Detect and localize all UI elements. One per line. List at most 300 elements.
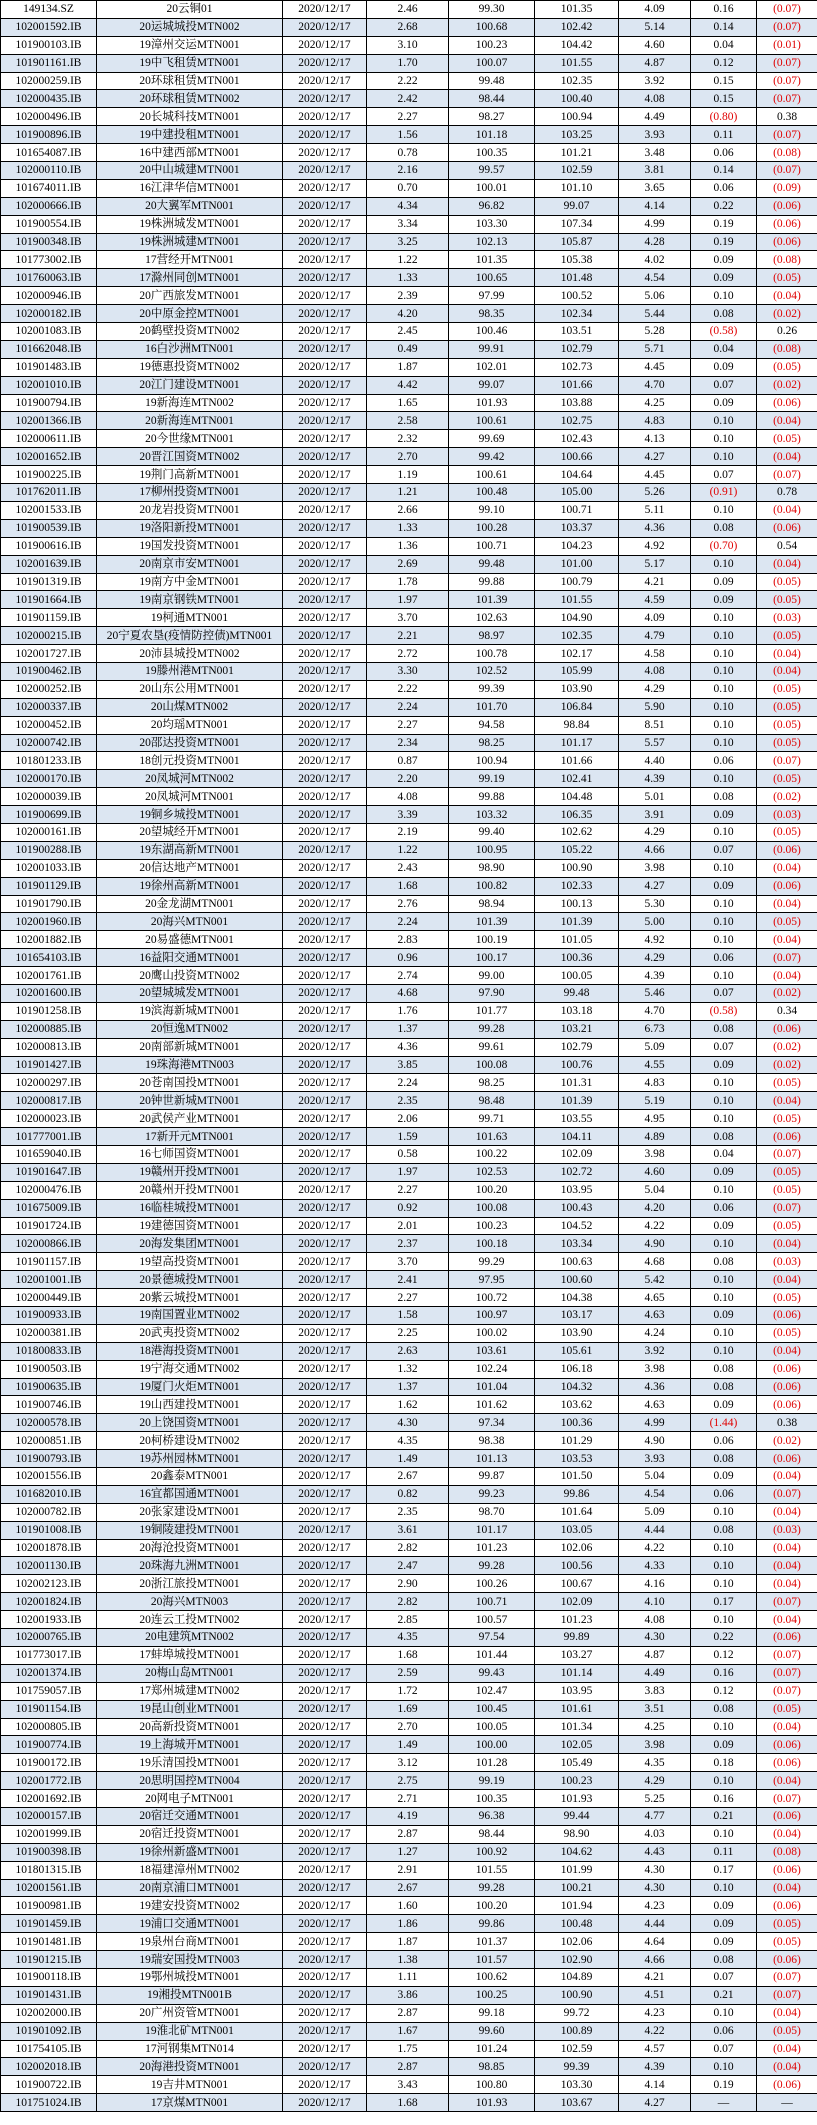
bond-name-cell: 20邵达投资MTN001 bbox=[97, 734, 283, 752]
spread-change-cell: 0.09 bbox=[691, 1396, 757, 1414]
spread-change-cell: 0.08 bbox=[691, 519, 757, 537]
yield-cell: 4.45 bbox=[619, 466, 691, 484]
full-price-cell: 101.05 bbox=[535, 931, 619, 949]
full-price-cell: 101.50 bbox=[535, 1468, 619, 1486]
bond-code-cell: 102000452.IB bbox=[1, 716, 97, 734]
remaining-term-cell: 2.06 bbox=[367, 1110, 449, 1128]
table-row bbox=[1, 376, 817, 394]
remaining-term-cell: 2.45 bbox=[367, 323, 449, 341]
spread-change-cell: 0.08 bbox=[691, 1521, 757, 1539]
bond-name-cell: 16中建西部MTN001 bbox=[97, 144, 283, 162]
spread-change-cell: 0.10 bbox=[691, 1539, 757, 1557]
bond-code-cell: 101900225.IB bbox=[1, 466, 97, 484]
full-price-cell: 100.52 bbox=[535, 287, 619, 305]
full-price-cell: 102.35 bbox=[535, 72, 619, 90]
price-change-cell: (0.05) bbox=[757, 1915, 817, 1933]
net-price-cell: 99.88 bbox=[449, 788, 535, 806]
bond-name-cell: 16益阳交通MTN001 bbox=[97, 949, 283, 967]
remaining-term-cell: 3.86 bbox=[367, 1986, 449, 2004]
remaining-term-cell: 2.01 bbox=[367, 1217, 449, 1235]
table-row bbox=[1, 233, 817, 251]
spread-change-cell: 0.06 bbox=[691, 752, 757, 770]
full-price-cell: 102.41 bbox=[535, 770, 619, 788]
full-price-cell: 99.72 bbox=[535, 2004, 619, 2022]
bond-code-cell: 101901319.IB bbox=[1, 573, 97, 591]
net-price-cell: 101.35 bbox=[449, 251, 535, 269]
bond-code-cell: 102001083.IB bbox=[1, 323, 97, 341]
valuation-date-cell: 2020/12/17 bbox=[283, 1879, 367, 1897]
bond-name-cell: 19中飞租赁MTN001 bbox=[97, 54, 283, 72]
bond-name-cell: 19淮北矿MTN001 bbox=[97, 2022, 283, 2040]
price-change-cell: (0.05) bbox=[757, 591, 817, 609]
bond-code-cell: 102000259.IB bbox=[1, 72, 97, 90]
bond-code-cell: 102002018.IB bbox=[1, 2058, 97, 2076]
bond-code-cell: 101900699.IB bbox=[1, 806, 97, 824]
table-row bbox=[1, 1, 817, 19]
valuation-date-cell: 2020/12/17 bbox=[283, 126, 367, 144]
full-price-cell: 101.55 bbox=[535, 54, 619, 72]
valuation-date-cell: 2020/12/17 bbox=[283, 1736, 367, 1754]
bond-code-cell: 102000170.IB bbox=[1, 770, 97, 788]
full-price-cell: 100.79 bbox=[535, 573, 619, 591]
table-row bbox=[1, 2094, 817, 2112]
bond-code-cell: 101801315.IB bbox=[1, 1861, 97, 1879]
bond-name-cell: 20鹤壁投资MTN002 bbox=[97, 323, 283, 341]
table-row bbox=[1, 1664, 817, 1682]
bond-name-cell: 16临桂城投MTN001 bbox=[97, 1199, 283, 1217]
bond-code-cell: 101901008.IB bbox=[1, 1521, 97, 1539]
yield-cell: 3.91 bbox=[619, 806, 691, 824]
bond-name-cell: 19株洲城发MTN001 bbox=[97, 215, 283, 233]
full-price-cell: 102.72 bbox=[535, 1163, 619, 1181]
full-price-cell: 100.56 bbox=[535, 1557, 619, 1575]
spread-change-cell: 0.10 bbox=[691, 770, 757, 788]
bond-code-cell: 102000765.IB bbox=[1, 1629, 97, 1647]
net-price-cell: 100.92 bbox=[449, 1843, 535, 1861]
net-price-cell: 100.22 bbox=[449, 1146, 535, 1164]
spread-change-cell: 0.19 bbox=[691, 215, 757, 233]
remaining-term-cell: 1.21 bbox=[367, 484, 449, 502]
yield-cell: 4.27 bbox=[619, 877, 691, 895]
net-price-cell: 99.43 bbox=[449, 1664, 535, 1682]
valuation-date-cell: 2020/12/17 bbox=[283, 1968, 367, 1986]
full-price-cell: 107.34 bbox=[535, 215, 619, 233]
spread-change-cell: 0.09 bbox=[691, 806, 757, 824]
full-price-cell: 99.86 bbox=[535, 1485, 619, 1503]
net-price-cell: 99.91 bbox=[449, 340, 535, 358]
bond-code-cell: 101901258.IB bbox=[1, 1002, 97, 1020]
valuation-date-cell: 2020/12/17 bbox=[283, 1825, 367, 1843]
full-price-cell: 104.90 bbox=[535, 609, 619, 627]
table-row bbox=[1, 1807, 817, 1825]
bond-code-cell: 101760063.IB bbox=[1, 269, 97, 287]
net-price-cell: 101.44 bbox=[449, 1646, 535, 1664]
remaining-term-cell: 4.68 bbox=[367, 984, 449, 1002]
table-row bbox=[1, 1163, 817, 1181]
yield-cell: 4.87 bbox=[619, 54, 691, 72]
price-change-cell: (0.06) bbox=[757, 1128, 817, 1146]
valuation-date-cell: 2020/12/17 bbox=[283, 645, 367, 663]
net-price-cell: 99.07 bbox=[449, 376, 535, 394]
yield-cell: 4.21 bbox=[619, 1968, 691, 1986]
bond-code-cell: 102000161.IB bbox=[1, 823, 97, 841]
bond-name-cell: 19厦门火炬MTN001 bbox=[97, 1378, 283, 1396]
bond-name-cell: 20中原金控MTN001 bbox=[97, 305, 283, 323]
spread-change-cell: 0.09 bbox=[691, 1897, 757, 1915]
valuation-date-cell: 2020/12/17 bbox=[283, 1378, 367, 1396]
remaining-term-cell: 1.36 bbox=[367, 537, 449, 555]
spread-change-cell: (0.58) bbox=[691, 323, 757, 341]
spread-change-cell: 0.19 bbox=[691, 233, 757, 251]
remaining-term-cell: 0.58 bbox=[367, 1146, 449, 1164]
price-change-cell: (0.03) bbox=[757, 1253, 817, 1271]
bond-name-cell: 17蚌埠城投MTN001 bbox=[97, 1646, 283, 1664]
table-row bbox=[1, 1986, 817, 2004]
net-price-cell: 100.62 bbox=[449, 1968, 535, 1986]
valuation-date-cell: 2020/12/17 bbox=[283, 734, 367, 752]
spread-change-cell: 0.10 bbox=[691, 2058, 757, 2076]
valuation-date-cell: 2020/12/17 bbox=[283, 573, 367, 591]
bond-code-cell: 102000215.IB bbox=[1, 627, 97, 645]
bond-name-cell: 20新海连MTN001 bbox=[97, 412, 283, 430]
table-row bbox=[1, 287, 817, 305]
bond-name-cell: 20大翼军MTN001 bbox=[97, 197, 283, 215]
valuation-date-cell: 2020/12/17 bbox=[283, 197, 367, 215]
valuation-date-cell: 2020/12/17 bbox=[283, 1575, 367, 1593]
valuation-date-cell: 2020/12/17 bbox=[283, 1986, 367, 2004]
valuation-date-cell: 2020/12/17 bbox=[283, 448, 367, 466]
yield-cell: 4.35 bbox=[619, 1754, 691, 1772]
valuation-date-cell: 2020/12/17 bbox=[283, 2004, 367, 2022]
net-price-cell: 102.47 bbox=[449, 1682, 535, 1700]
spread-change-cell: 0.10 bbox=[691, 1342, 757, 1360]
valuation-date-cell: 2020/12/17 bbox=[283, 1539, 367, 1557]
bond-code-cell: 101800833.IB bbox=[1, 1342, 97, 1360]
table-row bbox=[1, 1414, 817, 1432]
valuation-date-cell: 2020/12/17 bbox=[283, 2022, 367, 2040]
price-change-cell: (0.05) bbox=[757, 1217, 817, 1235]
net-price-cell: 97.99 bbox=[449, 287, 535, 305]
spread-change-cell: 0.11 bbox=[691, 1843, 757, 1861]
net-price-cell: 98.25 bbox=[449, 734, 535, 752]
net-price-cell: 98.48 bbox=[449, 1092, 535, 1110]
price-change-cell: (0.03) bbox=[757, 806, 817, 824]
price-change-cell: (0.04) bbox=[757, 967, 817, 985]
yield-cell: 3.93 bbox=[619, 126, 691, 144]
remaining-term-cell: 2.72 bbox=[367, 645, 449, 663]
bond-code-cell: 102000449.IB bbox=[1, 1289, 97, 1307]
bond-name-cell: 20海兴MTN001 bbox=[97, 913, 283, 931]
price-change-cell: (0.06) bbox=[757, 2076, 817, 2094]
remaining-term-cell: 2.20 bbox=[367, 770, 449, 788]
yield-cell: 3.81 bbox=[619, 162, 691, 180]
remaining-term-cell: 4.34 bbox=[367, 197, 449, 215]
spread-change-cell: 0.10 bbox=[691, 1324, 757, 1342]
yield-cell: 4.28 bbox=[619, 233, 691, 251]
table-row bbox=[1, 1020, 817, 1038]
bond-name-cell: 20金龙湖MTN001 bbox=[97, 895, 283, 913]
bond-name-cell: 19新海连MTN002 bbox=[97, 394, 283, 412]
spread-change-cell: 0.17 bbox=[691, 1593, 757, 1611]
net-price-cell: 99.00 bbox=[449, 967, 535, 985]
full-price-cell: 106.84 bbox=[535, 698, 619, 716]
price-change-cell: (0.04) bbox=[757, 1468, 817, 1486]
spread-change-cell: 0.07 bbox=[691, 984, 757, 1002]
spread-change-cell: 0.14 bbox=[691, 18, 757, 36]
remaining-term-cell: 0.78 bbox=[367, 144, 449, 162]
price-change-cell: (0.05) bbox=[757, 1289, 817, 1307]
spread-change-cell: 0.09 bbox=[691, 1933, 757, 1951]
table-row bbox=[1, 1235, 817, 1253]
table-row bbox=[1, 1038, 817, 1056]
table-row bbox=[1, 859, 817, 877]
full-price-cell: 102.43 bbox=[535, 430, 619, 448]
spread-change-cell: 0.10 bbox=[691, 716, 757, 734]
net-price-cell: 100.65 bbox=[449, 269, 535, 287]
remaining-term-cell: 2.46 bbox=[367, 1, 449, 19]
bond-code-cell: 101900616.IB bbox=[1, 537, 97, 555]
price-change-cell: (0.04) bbox=[757, 1611, 817, 1629]
table-row bbox=[1, 1217, 817, 1235]
full-price-cell: 100.90 bbox=[535, 1986, 619, 2004]
full-price-cell: 106.18 bbox=[535, 1360, 619, 1378]
valuation-date-cell: 2020/12/17 bbox=[283, 269, 367, 287]
bond-code-cell: 102000023.IB bbox=[1, 1110, 97, 1128]
bond-code-cell: 101900746.IB bbox=[1, 1396, 97, 1414]
bond-code-cell: 102000578.IB bbox=[1, 1414, 97, 1432]
spread-change-cell: 0.06 bbox=[691, 949, 757, 967]
price-change-cell: (0.06) bbox=[757, 1861, 817, 1879]
bond-code-cell: 101901092.IB bbox=[1, 2022, 97, 2040]
table-row bbox=[1, 895, 817, 913]
spread-change-cell: 0.04 bbox=[691, 36, 757, 54]
full-price-cell: 100.23 bbox=[535, 1772, 619, 1790]
spread-change-cell: 0.06 bbox=[691, 144, 757, 162]
table-row bbox=[1, 1146, 817, 1164]
bond-name-cell: 20环球租赁MTN001 bbox=[97, 72, 283, 90]
full-price-cell: 103.34 bbox=[535, 1235, 619, 1253]
yield-cell: 5.44 bbox=[619, 305, 691, 323]
full-price-cell: 102.06 bbox=[535, 1539, 619, 1557]
net-price-cell: 102.01 bbox=[449, 358, 535, 376]
net-price-cell: 100.61 bbox=[449, 466, 535, 484]
spread-change-cell: 0.09 bbox=[691, 591, 757, 609]
table-row bbox=[1, 1629, 817, 1647]
valuation-date-cell: 2020/12/17 bbox=[283, 1843, 367, 1861]
valuation-date-cell: 2020/12/17 bbox=[283, 1056, 367, 1074]
spread-change-cell: 0.08 bbox=[691, 1700, 757, 1718]
table-row bbox=[1, 1324, 817, 1342]
yield-cell: 4.33 bbox=[619, 1557, 691, 1575]
yield-cell: 4.51 bbox=[619, 1986, 691, 2004]
remaining-term-cell: 4.30 bbox=[367, 1414, 449, 1432]
bond-code-cell: 102000946.IB bbox=[1, 287, 97, 305]
valuation-date-cell: 2020/12/17 bbox=[283, 1450, 367, 1468]
full-price-cell: 102.34 bbox=[535, 305, 619, 323]
yield-cell: 4.90 bbox=[619, 1432, 691, 1450]
spread-change-cell: 0.10 bbox=[691, 1879, 757, 1897]
valuation-date-cell: 2020/12/17 bbox=[283, 1146, 367, 1164]
price-change-cell: (0.07) bbox=[757, 54, 817, 72]
full-price-cell: 100.05 bbox=[535, 967, 619, 985]
spread-change-cell: 0.19 bbox=[691, 2076, 757, 2094]
valuation-date-cell: 2020/12/17 bbox=[283, 770, 367, 788]
bond-name-cell: 20中山城建MTN001 bbox=[97, 162, 283, 180]
bond-code-cell: 102001761.IB bbox=[1, 967, 97, 985]
remaining-term-cell: 1.38 bbox=[367, 1951, 449, 1969]
full-price-cell: 101.31 bbox=[535, 1074, 619, 1092]
net-price-cell: 99.48 bbox=[449, 72, 535, 90]
price-change-cell: (0.05) bbox=[757, 1324, 817, 1342]
full-price-cell: 104.62 bbox=[535, 1843, 619, 1861]
price-change-cell: (0.01) bbox=[757, 36, 817, 54]
yield-cell: 5.30 bbox=[619, 895, 691, 913]
valuation-date-cell: 2020/12/17 bbox=[283, 967, 367, 985]
bond-code-cell: 102001374.IB bbox=[1, 1664, 97, 1682]
full-price-cell: 101.93 bbox=[535, 1790, 619, 1808]
net-price-cell: 102.24 bbox=[449, 1360, 535, 1378]
net-price-cell: 99.28 bbox=[449, 1020, 535, 1038]
valuation-date-cell: 2020/12/17 bbox=[283, 1074, 367, 1092]
valuation-date-cell: 2020/12/17 bbox=[283, 358, 367, 376]
full-price-cell: 103.53 bbox=[535, 1450, 619, 1468]
yield-cell: 3.92 bbox=[619, 72, 691, 90]
net-price-cell: 96.38 bbox=[449, 1807, 535, 1825]
table-row bbox=[1, 305, 817, 323]
valuation-date-cell: 2020/12/17 bbox=[283, 788, 367, 806]
full-price-cell: 101.66 bbox=[535, 376, 619, 394]
bond-code-cell: 101900103.IB bbox=[1, 36, 97, 54]
spread-change-cell: 0.10 bbox=[691, 734, 757, 752]
spread-change-cell: 0.06 bbox=[691, 1432, 757, 1450]
yield-cell: 3.65 bbox=[619, 179, 691, 197]
price-change-cell: (0.04) bbox=[757, 931, 817, 949]
yield-cell: 5.14 bbox=[619, 18, 691, 36]
full-price-cell: 102.42 bbox=[535, 18, 619, 36]
net-price-cell: 101.39 bbox=[449, 591, 535, 609]
yield-cell: 5.57 bbox=[619, 734, 691, 752]
spread-change-cell: 0.09 bbox=[691, 1056, 757, 1074]
bond-code-cell: 102001600.IB bbox=[1, 984, 97, 1002]
spread-change-cell: 0.09 bbox=[691, 1468, 757, 1486]
bond-code-cell: 101900896.IB bbox=[1, 126, 97, 144]
valuation-date-cell: 2020/12/17 bbox=[283, 2094, 367, 2112]
full-price-cell: 99.48 bbox=[535, 984, 619, 1002]
bond-name-cell: 19柯通MTN001 bbox=[97, 609, 283, 627]
remaining-term-cell: 3.61 bbox=[367, 1521, 449, 1539]
yield-cell: 4.63 bbox=[619, 1307, 691, 1325]
full-price-cell: 102.90 bbox=[535, 1951, 619, 1969]
bond-name-cell: 19珠海港MTN003 bbox=[97, 1056, 283, 1074]
bond-name-cell: 20鑫泰MTN001 bbox=[97, 1468, 283, 1486]
bond-code-cell: 101900348.IB bbox=[1, 233, 97, 251]
spread-change-cell: 0.10 bbox=[691, 412, 757, 430]
price-change-cell: (0.04) bbox=[757, 2004, 817, 2022]
bond-code-cell: 102002000.IB bbox=[1, 2004, 97, 2022]
net-price-cell: 99.18 bbox=[449, 2004, 535, 2022]
price-change-cell: (0.06) bbox=[757, 841, 817, 859]
table-row bbox=[1, 788, 817, 806]
bond-name-cell: 19德惠投资MTN002 bbox=[97, 358, 283, 376]
price-change-cell: (0.04) bbox=[757, 1772, 817, 1790]
yield-cell: 4.79 bbox=[619, 627, 691, 645]
spread-change-cell: 0.10 bbox=[691, 1557, 757, 1575]
yield-cell: 3.48 bbox=[619, 144, 691, 162]
bond-code-cell: 101901647.IB bbox=[1, 1163, 97, 1181]
table-row bbox=[1, 162, 817, 180]
price-change-cell: (0.04) bbox=[757, 1575, 817, 1593]
full-price-cell: 104.89 bbox=[535, 1968, 619, 1986]
full-price-cell: 103.55 bbox=[535, 1110, 619, 1128]
bond-code-cell: 102000817.IB bbox=[1, 1092, 97, 1110]
bond-code-cell: 101654103.IB bbox=[1, 949, 97, 967]
yield-cell: 4.63 bbox=[619, 1396, 691, 1414]
price-change-cell: (0.06) bbox=[757, 877, 817, 895]
bond-code-cell: 101900462.IB bbox=[1, 662, 97, 680]
table-row bbox=[1, 1468, 817, 1486]
valuation-date-cell: 2020/12/17 bbox=[283, 913, 367, 931]
table-row bbox=[1, 1378, 817, 1396]
spread-change-cell: 0.06 bbox=[691, 2022, 757, 2040]
bond-name-cell: 20环球租赁MTN002 bbox=[97, 90, 283, 108]
bond-code-cell: 102000297.IB bbox=[1, 1074, 97, 1092]
spread-change-cell: 0.17 bbox=[691, 1861, 757, 1879]
spread-change-cell: 0.08 bbox=[691, 1128, 757, 1146]
bond-name-cell: 19南方中金MTN001 bbox=[97, 573, 283, 591]
remaining-term-cell: 2.19 bbox=[367, 823, 449, 841]
remaining-term-cell: 4.20 bbox=[367, 305, 449, 323]
spread-change-cell: (0.58) bbox=[691, 1002, 757, 1020]
bond-name-cell: 20思明国控MTN004 bbox=[97, 1772, 283, 1790]
yield-cell: 5.42 bbox=[619, 1271, 691, 1289]
price-change-cell: (0.07) bbox=[757, 126, 817, 144]
full-price-cell: 101.66 bbox=[535, 752, 619, 770]
full-price-cell: 103.17 bbox=[535, 1307, 619, 1325]
price-change-cell: (0.02) bbox=[757, 1038, 817, 1056]
yield-cell: 5.01 bbox=[619, 788, 691, 806]
spread-change-cell: 0.12 bbox=[691, 54, 757, 72]
net-price-cell: 98.70 bbox=[449, 1503, 535, 1521]
valuation-date-cell: 2020/12/17 bbox=[283, 1790, 367, 1808]
full-price-cell: 101.99 bbox=[535, 1861, 619, 1879]
net-price-cell: 100.02 bbox=[449, 1324, 535, 1342]
full-price-cell: 102.06 bbox=[535, 1933, 619, 1951]
full-price-cell: 104.42 bbox=[535, 36, 619, 54]
yield-cell: 4.22 bbox=[619, 2022, 691, 2040]
bond-code-cell: 101759057.IB bbox=[1, 1682, 97, 1700]
full-price-cell: 100.21 bbox=[535, 1879, 619, 1897]
spread-change-cell: 0.10 bbox=[691, 1092, 757, 1110]
bond-name-cell: 19湘投MTN001B bbox=[97, 1986, 283, 2004]
remaining-term-cell: 1.75 bbox=[367, 2040, 449, 2058]
full-price-cell: 103.88 bbox=[535, 394, 619, 412]
bond-name-cell: 19滨海新城MTN001 bbox=[97, 1002, 283, 1020]
remaining-term-cell: 0.49 bbox=[367, 340, 449, 358]
net-price-cell: 100.18 bbox=[449, 1235, 535, 1253]
remaining-term-cell: 1.97 bbox=[367, 1163, 449, 1181]
full-price-cell: 101.39 bbox=[535, 1092, 619, 1110]
net-price-cell: 100.07 bbox=[449, 54, 535, 72]
bond-name-cell: 16宜都国通MTN001 bbox=[97, 1485, 283, 1503]
bond-name-cell: 20宿迁交通MTN001 bbox=[97, 1807, 283, 1825]
price-change-cell: (0.05) bbox=[757, 823, 817, 841]
bond-code-cell: 102000252.IB bbox=[1, 680, 97, 698]
valuation-date-cell: 2020/12/17 bbox=[283, 340, 367, 358]
price-change-cell: (0.05) bbox=[757, 1700, 817, 1718]
price-change-cell: (0.06) bbox=[757, 197, 817, 215]
full-price-cell: 101.48 bbox=[535, 269, 619, 287]
spread-change-cell: 0.12 bbox=[691, 1682, 757, 1700]
